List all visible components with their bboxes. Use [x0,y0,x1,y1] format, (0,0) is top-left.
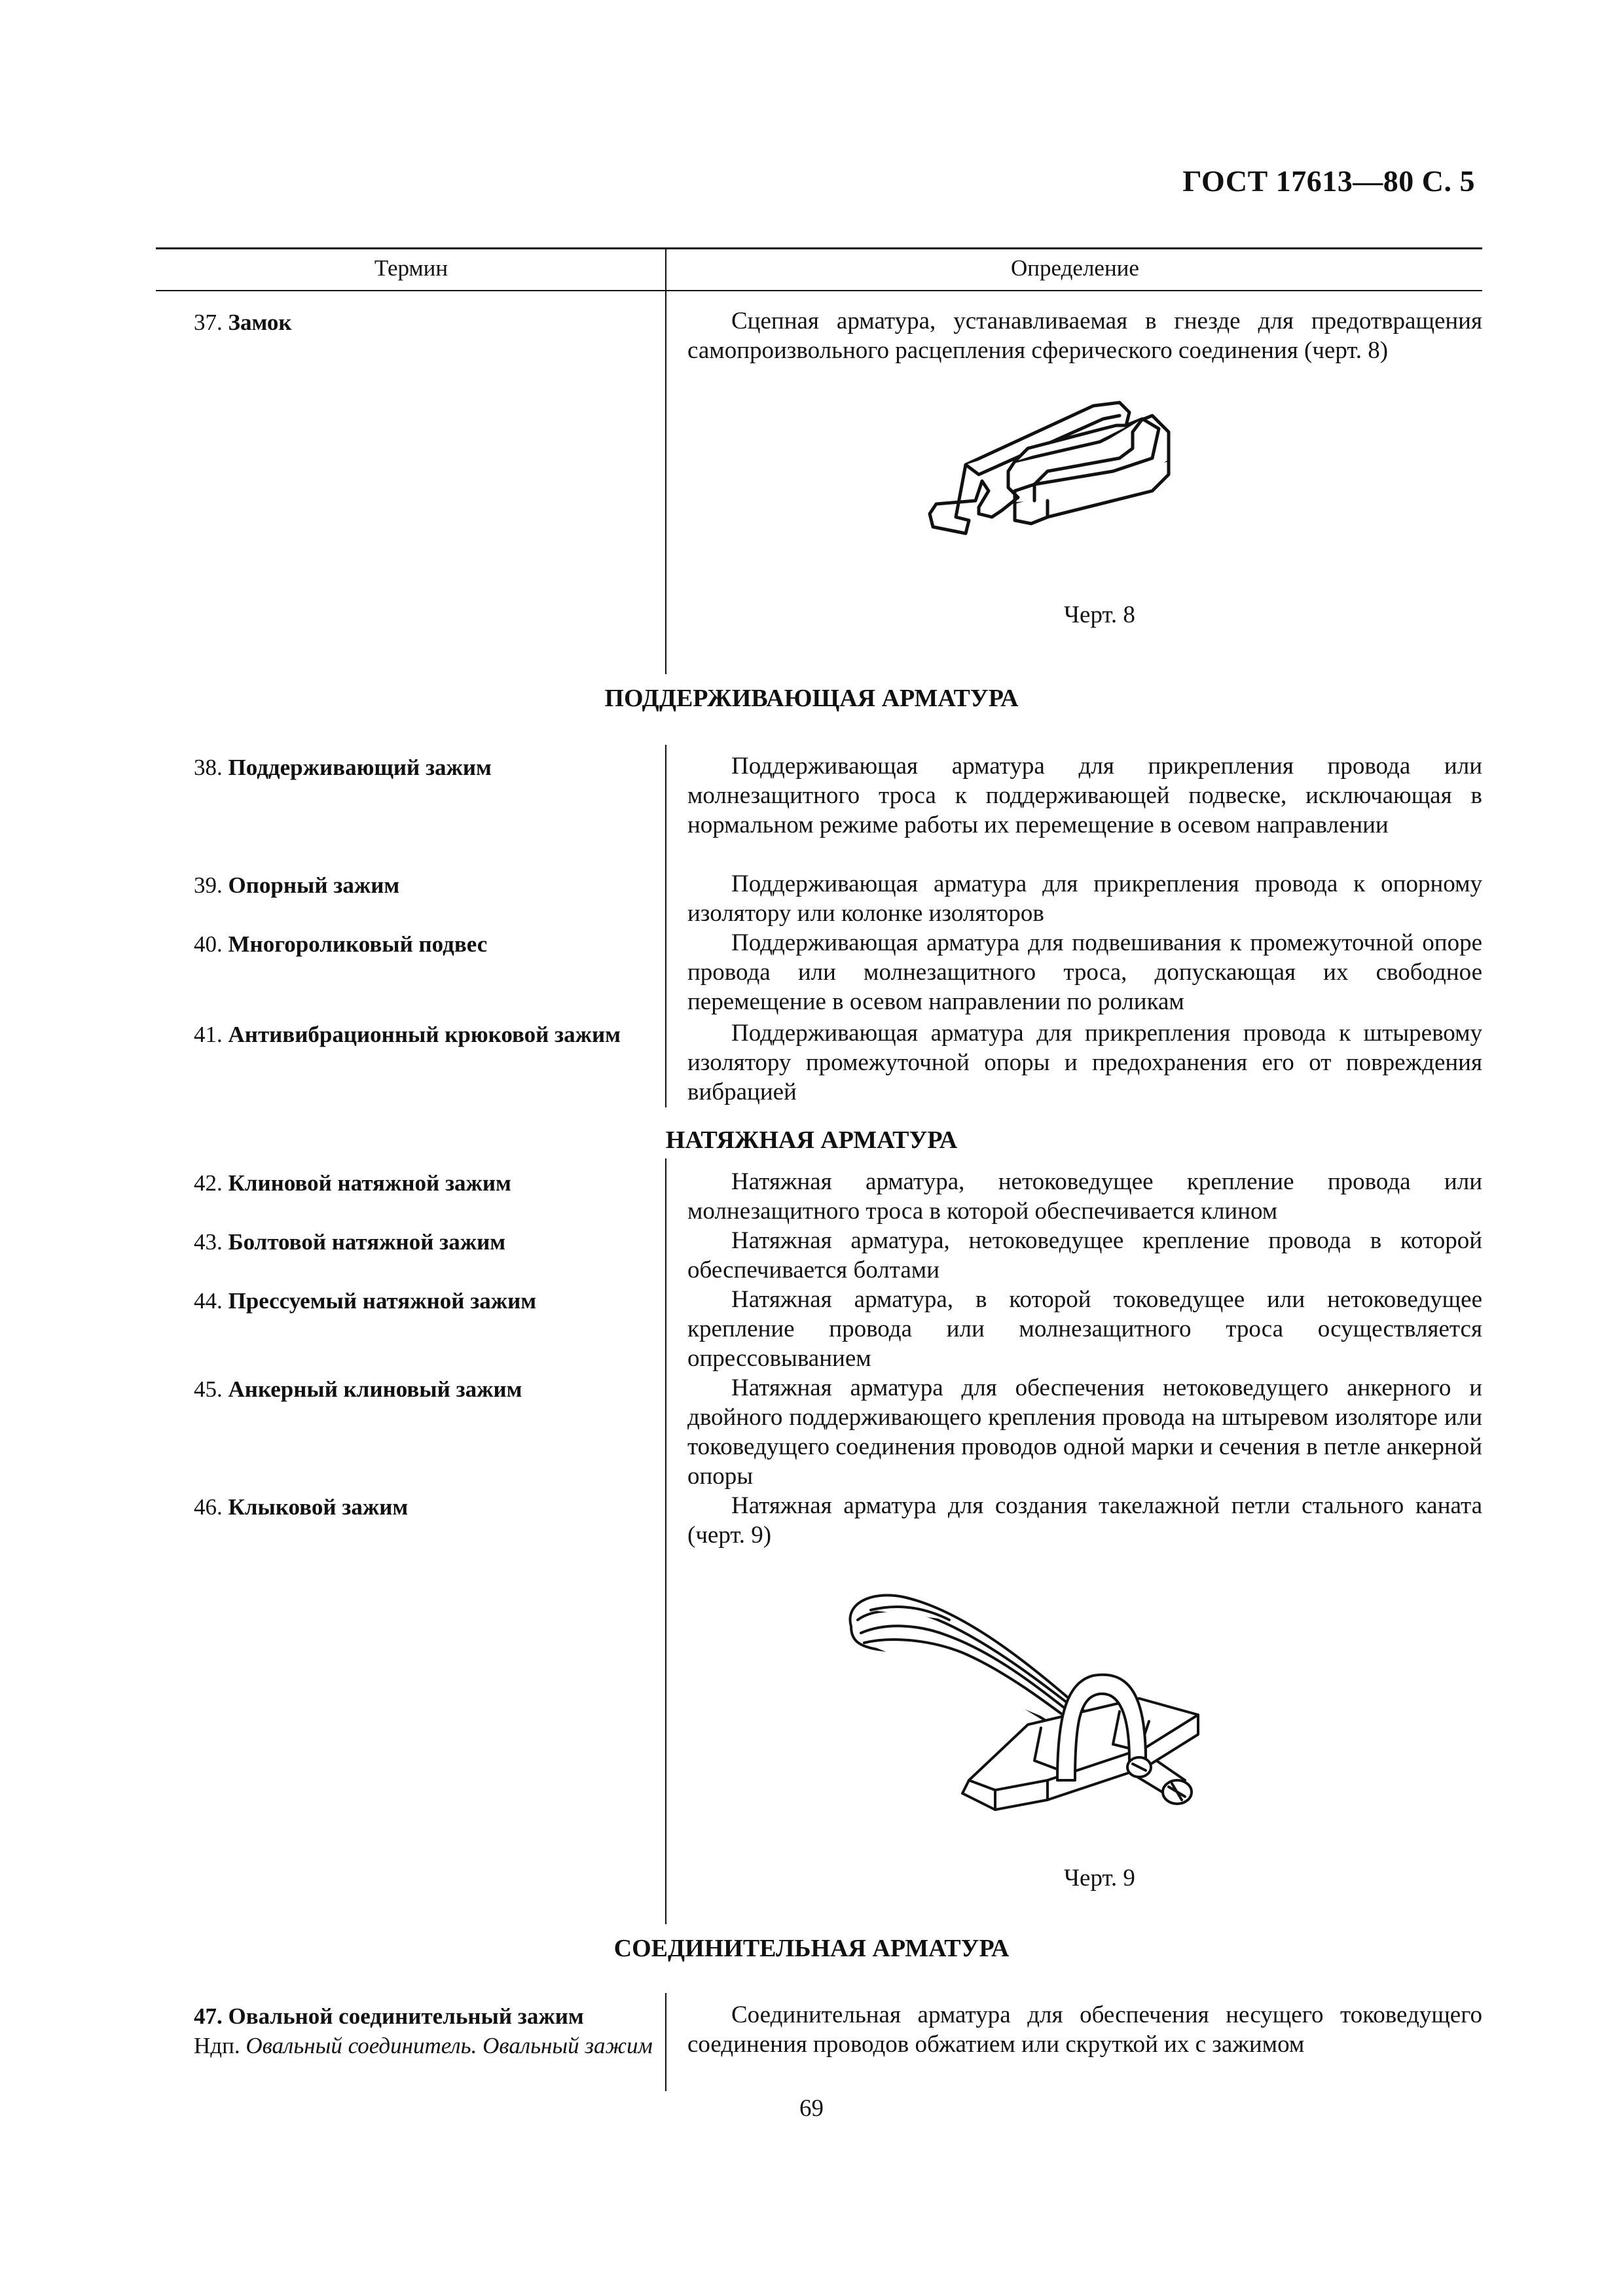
figure-9-clamp-drawing [831,1584,1237,1846]
term-43: 43. Болтовой натяжной зажим [194,1229,506,1255]
column-header-definition: Определение [1011,255,1139,281]
column-divider [665,249,666,674]
term-47: 47. Овальной соединительный зажим Ндп. Овальный соединитель. Овальный зажим [194,2003,653,2058]
section-heading-connecting: СОЕДИНИТЕЛЬНАЯ АРМАТУРА [613,1935,1010,1962]
definition-37: Сцепная арматура, устанавливаемая в гнезде для предотвращения самопроизвольного расцепления сферического соединения (черт. 8) [687,308,1482,364]
section-heading-tension: НАТЯЖНАЯ АРМАТУРА [665,1126,958,1154]
figure-9-caption: Черт. 9 [1064,1865,1135,1892]
table-top-rule [156,247,1482,249]
term-44: 44. Прессуемый натяжной зажим [194,1288,537,1314]
column-divider [665,1993,666,2091]
column-header-term: Термин [374,255,448,281]
column-divider [665,745,666,1107]
definition-41: Поддерживающая арматура для прикрепления провода к штыревому изолятору промежуточной опоры и предохранения его от повреждения вибрацией [687,1020,1482,1105]
term-42: 42. Клиновой натяжной зажим [194,1170,511,1196]
document-header-title: ГОСТ 17613—80 С. 5 [1182,164,1475,198]
table-header-rule [156,290,1482,291]
term-38: 38. Поддерживающий зажим [194,755,492,780]
column-divider [665,1158,666,1924]
figure-8-lock-drawing [917,393,1231,589]
term-39: 39. Опорный зажим [194,872,400,898]
definition-40: Поддерживающая арматура для подвешивания к промежуточной опоре провода или молнезащитного троса, допускающая их свободное перемещение в осевом направлении по роликам [687,929,1482,1015]
definition-39: Поддерживающая арматура для прикрепления провода к опорному изолятору или колонке изоляторов [687,870,1482,927]
figure-8-caption: Черт. 8 [1064,601,1135,628]
term-40: 40. Многороликовый подвес [194,931,488,957]
definition-46: Натяжная арматура для создания такелажной петли стального каната (черт. 9) [687,1492,1482,1549]
definition-42: Натяжная арматура, нетоковедущее крепление провода или молнезащитного троса в которой обеспечивается клином [687,1168,1482,1225]
definition-45: Натяжная арматура для обеспечения нетоковедущего анкерного и двойного поддерживающего крепления провода на штыревом изоляторе или токоведущего соединения проводов одной марки и сечения в петле анкерной опоры [687,1374,1482,1490]
term-45: 45. Анкерный клиновый зажим [194,1376,522,1402]
definition-43: Натяжная арматура, нетоковедущее крепление провода в которой обеспечивается болтами [687,1227,1482,1283]
page-number: 69 [799,2095,824,2122]
definition-44: Натяжная арматура, в которой токоведущее или нетоковедущее крепление провода или молнезащитного троса осуществляется опрессовыванием [687,1286,1482,1372]
term-46: 46. Клыковой зажим [194,1494,409,1520]
term-37: 37. Замок [194,310,292,335]
section-heading-supporting: ПОДДЕРЖИВАЮЩАЯ АРМАТУРА [604,685,1019,712]
term-41: 41. Антивибрационный крюковой зажим [194,1022,621,1047]
definition-38: Поддерживающая арматура для прикрепления провода или молнезащитного троса к поддерживающей подвеске, исключающая в нормальном режиме работы их перемещение в осевом направлении [687,753,1482,838]
definition-47: Соединительная арматура для обеспечения несущего токоведущего соединения проводов обжатием или скруткой их с зажимом [687,2001,1482,2058]
